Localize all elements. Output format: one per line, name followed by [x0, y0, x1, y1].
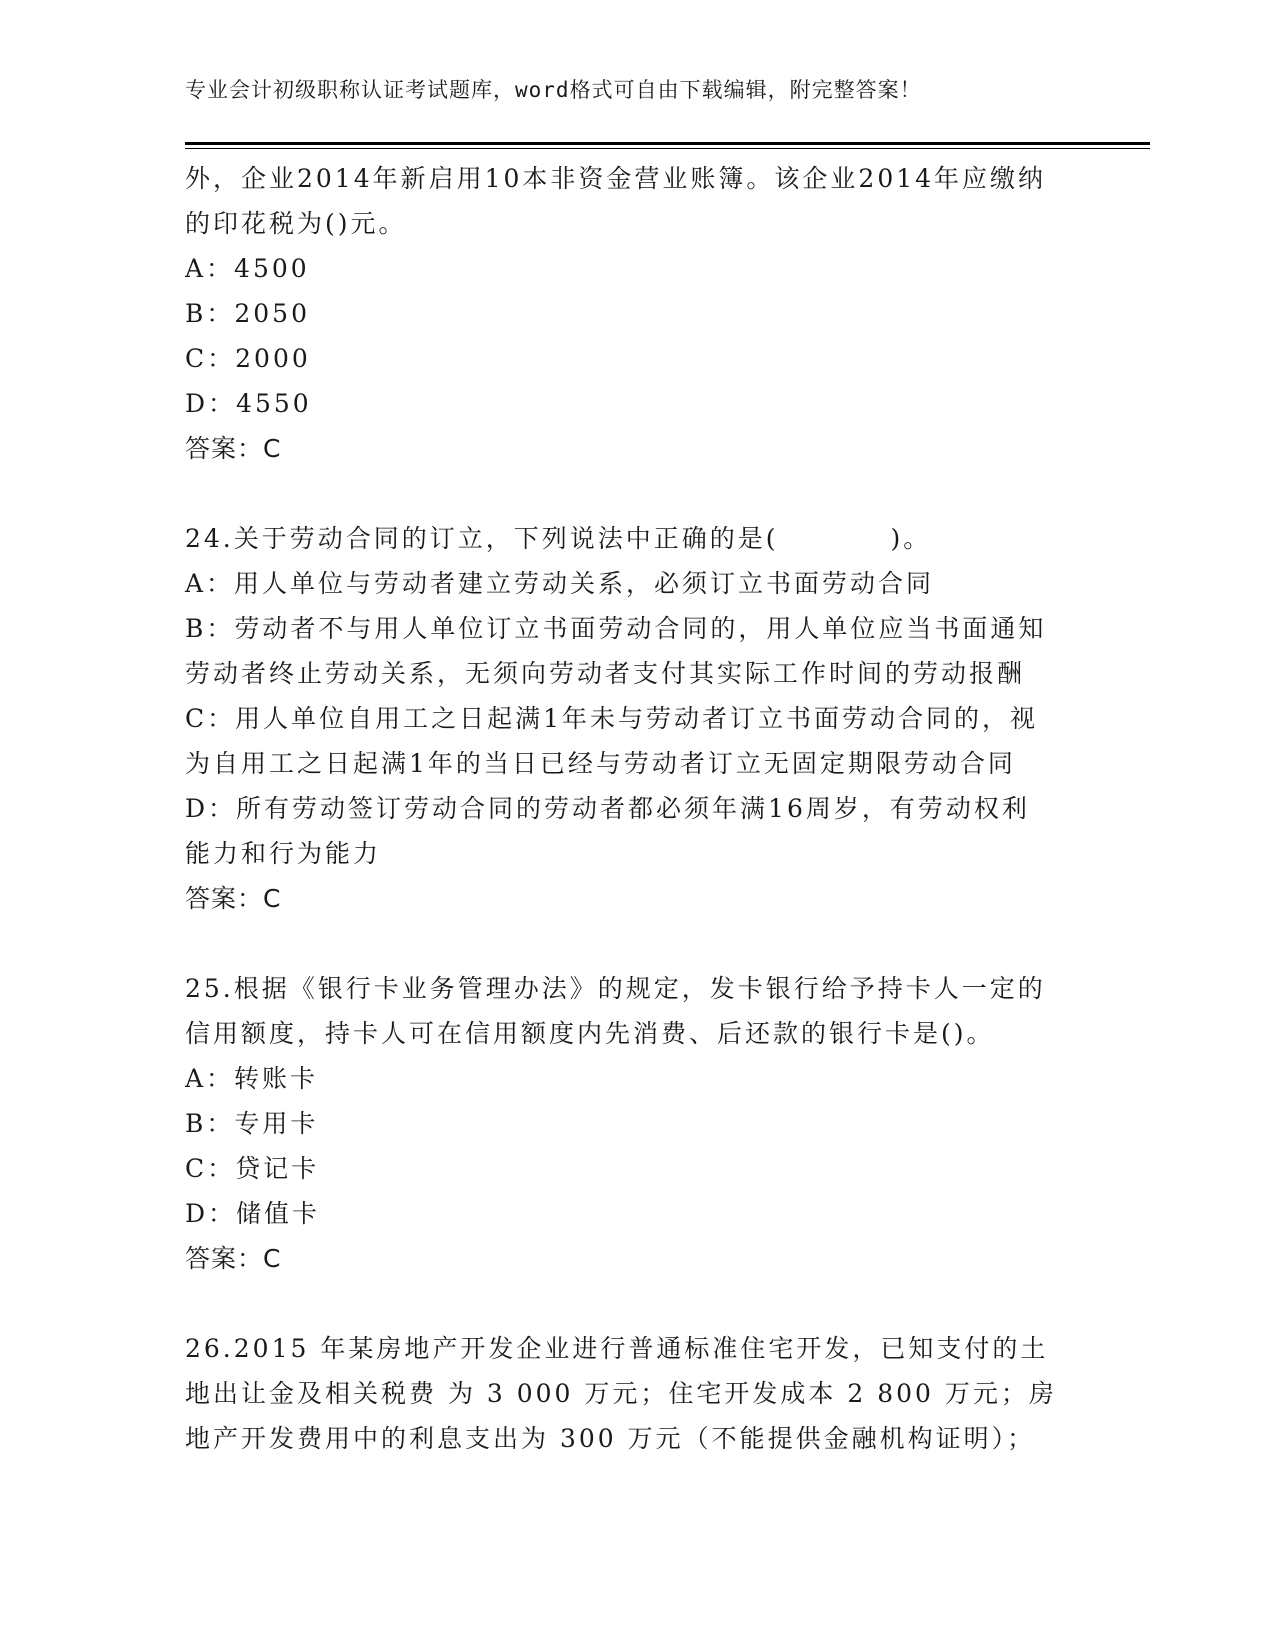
option-d: D：4550 [185, 389, 312, 418]
header-divider-thick [185, 142, 1150, 145]
header-divider-thin [185, 148, 1150, 149]
option-b: B：专用卡 [185, 1109, 319, 1138]
answer: 答案：C [185, 434, 282, 463]
document-body [185, 156, 1085, 1461]
question-stem-line: 地产开发费用中的利息支出为 300 万元（不能提供金融机构证明）； [185, 1424, 1036, 1453]
option-a: A：4500 [185, 254, 310, 283]
question-stem-line: 外，企业2014年新启用10本非资金营业账簿。该企业2014年应缴纳 [185, 164, 1047, 193]
question-23 [185, 156, 1085, 471]
spacer [185, 921, 1085, 966]
question-24 [185, 516, 1085, 921]
question-stem-line: 25.根据《银行卡业务管理办法》的规定，发卡银行给予持卡人一定的 [185, 974, 1046, 1003]
header-title: 专业会计初级职称认证考试题库，word格式可自由下载编辑，附完整答案！ [185, 78, 922, 102]
option-a: A：用人单位与劳动者建立劳动关系，必须订立书面劳动合同 [185, 569, 935, 598]
option-d: D：储值卡 [185, 1199, 321, 1228]
option-d: D：所有劳动签订劳动合同的劳动者都必须年满16周岁，有劳动权利 [185, 794, 1030, 823]
option-c: C：用人单位自用工之日起满1年未与劳动者订立书面劳动合同的，视 [185, 704, 1039, 733]
option-b: B：2050 [185, 299, 310, 328]
option-c: C：2000 [185, 344, 311, 373]
option-b: B：劳动者不与用人单位订立书面劳动合同的，用人单位应当书面通知 [185, 614, 1047, 643]
question-stem-line: 26.2015 年某房地产开发企业进行普通标准住宅开发，已知支付的土 [185, 1334, 1049, 1363]
option-a: A：转账卡 [185, 1064, 319, 1093]
option-c-continued: 为自用工之日起满1年的当日已经与劳动者订立无固定期限劳动合同 [185, 749, 1016, 778]
answer: 答案：C [185, 884, 282, 913]
question-26 [185, 1326, 1085, 1461]
spacer [185, 1281, 1085, 1326]
question-stem-line: 24.关于劳动合同的订立，下列说法中正确的是( )。 [185, 524, 932, 553]
option-d-continued: 能力和行为能力 [185, 839, 382, 868]
option-c: C：贷记卡 [185, 1154, 320, 1183]
question-stem-line: 信用额度，持卡人可在信用额度内先消费、后还款的银行卡是()。 [185, 1019, 995, 1048]
question-stem-line: 地出让金及相关税费 为 3 000 万元；住宅开发成本 2 800 万元；房 [185, 1379, 1057, 1408]
option-b-continued: 劳动者终止劳动关系，无须向劳动者支付其实际工作时间的劳动报酬 [185, 659, 1026, 688]
answer: 答案：C [185, 1244, 282, 1273]
question-stem-line: 的印花税为()元。 [185, 209, 407, 238]
question-25 [185, 966, 1085, 1281]
spacer [185, 471, 1085, 516]
